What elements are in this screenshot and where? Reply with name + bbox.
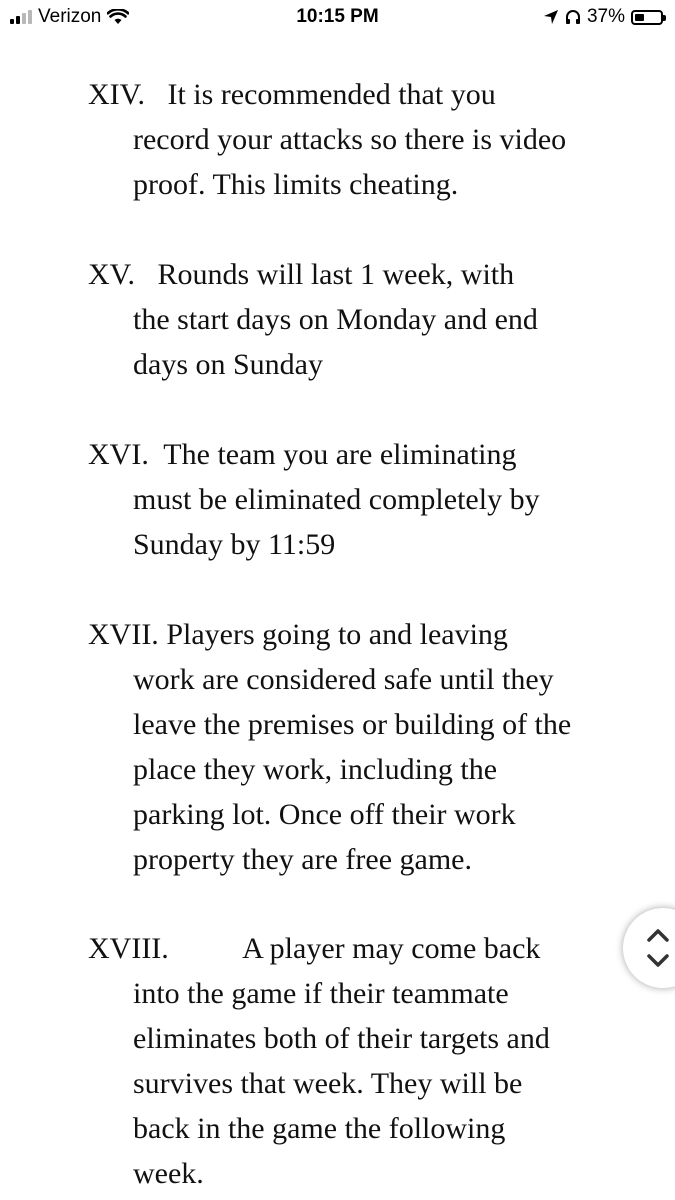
status-bar-right <box>543 6 663 28</box>
rule-numeral: XVI. <box>88 438 149 471</box>
rule-item <box>88 252 648 387</box>
rule-text: place they work, including the <box>133 753 498 786</box>
rule-text: It is recommended that you <box>167 78 496 111</box>
rule-item <box>88 612 648 882</box>
rule-text: the start days on Monday and end <box>133 303 538 336</box>
rule-line <box>88 1016 648 1061</box>
rule-line <box>88 792 648 837</box>
rule-text: survives that week. They will be <box>133 1067 523 1100</box>
rule-line <box>88 971 648 1016</box>
rule-text: work are considered safe until they <box>133 663 554 696</box>
rule-numeral: XIV. <box>88 78 145 111</box>
battery-percent: 37% <box>586 6 625 27</box>
rule-text: leave the premises or building of the <box>133 708 572 741</box>
rule-line <box>88 657 648 702</box>
rule-text: days on Sunday <box>133 348 323 381</box>
rule-text: must be eliminated completely by <box>133 483 540 516</box>
clock: 10:15 PM <box>296 6 379 27</box>
carrier-name: Verizon <box>38 6 102 27</box>
rule-item <box>88 926 648 1196</box>
rule-line <box>88 1151 648 1196</box>
rule-item <box>88 432 648 567</box>
rule-text: eliminates both of their targets and <box>133 1022 550 1055</box>
rule-text: week. <box>133 1157 204 1190</box>
location-arrow-icon <box>543 9 559 25</box>
document-content <box>0 36 675 1200</box>
rule-text: The team you are eliminating <box>163 438 517 471</box>
rule-line <box>88 612 648 657</box>
rule-text: Rounds will last 1 week, with <box>157 258 515 291</box>
rule-line <box>88 72 648 117</box>
rule-line <box>88 252 648 297</box>
rule-text: Sunday by 11:59 <box>133 528 336 561</box>
headphones-icon <box>565 9 581 25</box>
rule-line <box>88 522 648 567</box>
rule-text: proof. This limits cheating. <box>133 168 459 201</box>
rule-line <box>88 162 648 207</box>
rule-text: parking lot. Once off their work <box>133 798 516 831</box>
rule-numeral: XV. <box>88 258 135 291</box>
rule-numeral: XVIII. <box>88 932 169 965</box>
rule-line <box>88 432 648 477</box>
chevron-down-icon <box>649 956 667 965</box>
rule-text: record your attacks so there is video <box>133 123 567 156</box>
rule-item <box>88 72 648 207</box>
rule-line <box>88 342 648 387</box>
status-bar <box>0 0 675 36</box>
rule-line <box>88 297 648 342</box>
rule-numeral: XVII. <box>88 618 159 651</box>
rule-line <box>88 117 648 162</box>
rule-line <box>88 1106 648 1151</box>
rule-text: property they are free game. <box>133 843 472 876</box>
rule-text: Players going to and leaving <box>166 618 508 651</box>
battery-icon <box>631 10 663 25</box>
rule-line <box>88 477 648 522</box>
rule-line <box>88 702 648 747</box>
rule-text: back in the game the following <box>133 1112 506 1145</box>
chevron-up-icon <box>649 931 667 940</box>
rule-text: into the game if their teammate <box>133 977 509 1010</box>
rule-line <box>88 837 648 882</box>
rule-line <box>88 747 648 792</box>
rule-text: A player may come back <box>242 932 541 965</box>
rule-line <box>88 1061 648 1106</box>
rule-line <box>88 926 648 971</box>
